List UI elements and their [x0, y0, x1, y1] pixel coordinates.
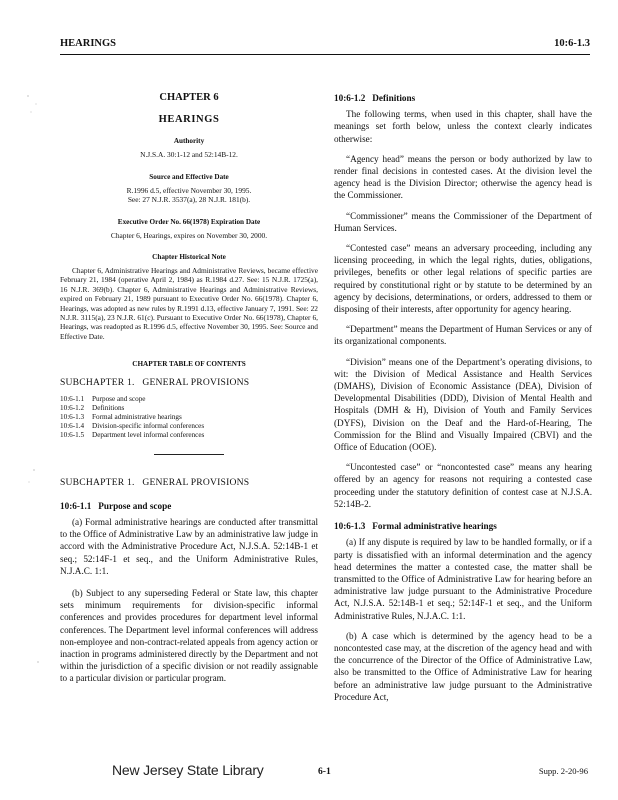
- toc-item-title: Formal administrative hearings: [92, 413, 182, 422]
- toc-list: [60, 395, 318, 440]
- authority-text: N.J.S.A. 30:1-12 and 52:14B-12.: [140, 150, 238, 160]
- authority-heading: Authority: [173, 137, 205, 146]
- library-stamp: New Jersey State Library: [112, 762, 264, 778]
- toc-item-title: Definitions: [92, 404, 125, 413]
- header-section: 10:6-1.3: [554, 38, 590, 49]
- toc-item[interactable]: [60, 404, 318, 413]
- definition-department: “Department” means the Department of Human Services or any of its organizational components.: [334, 324, 592, 347]
- toc-subchapter: SUBCHAPTER 1. GENERAL PROVISIONS: [60, 377, 250, 389]
- toc-item[interactable]: [60, 395, 318, 404]
- section-1-3-para-b: (b) A case which is determined by the agency head to be a noncontested case may, at the discretion of the agency head and with the concurrence of the Director of the Office of Administrative Law, also be transmitted to the Office of Administrative Law for hearing before an administrative law judge pursuant to the Administrative Procedure Act,: [334, 630, 592, 702]
- definition-commissioner: “Commissioner” means the Commissioner of the Department of Human Services.: [334, 210, 592, 233]
- source-text-1: R.1996 d.5, effective November 30, 1995.: [126, 185, 252, 195]
- definition-agency-head: “Agency head” means the person or body authorized by law to render final decisions in contested cases. At the division level the agency head is the Division Director; otherwise the agency head is the Commissioner.: [334, 153, 592, 201]
- subchapter-heading: SUBCHAPTER 1. GENERAL PROVISIONS: [60, 477, 250, 489]
- definition-uncontested-case: “Uncontested case” or “noncontested case” means any hearing offered by an agency for reasons not requiring a contested case proceeding under the statutory definition of contest case at N.J.S.A. 52:14B-2.: [334, 462, 592, 509]
- toc-item-number: 10:6-1.5: [60, 431, 85, 440]
- toc-item-number: 10:6-1.4: [60, 422, 85, 431]
- history-text: Chapter 6, Administrative Hearings and Administrative Reviews, became effective February 21, 1984 (operative April 2, 1984) as R.1984 d.27. See: 15 N.J.R. 1725(a), 16 N.J.R. 369(b). Chapter 6, Administrative Hearings and Administrative Reviews, expired on February 21, 1989 pursuant to Executive Order No. 66(1978). Chapter 6, Hearings, was adopted as new rules by R.1991 d.13, effective January 7, 1991. See: 22 N.J.R. 3115(a), 23 N.J.R. 61(c). Pursuant to Executive Order No. 66(1978), Chapter 6, Hearings, was readopted as R.1996 d.5, effective November 30, 1995. See: Source and Effective Date.: [60, 266, 318, 341]
- source-heading: Source and Effective Date: [149, 172, 229, 181]
- toc-item-title: Department level informal conferences: [92, 431, 205, 440]
- chapter-title: HEARINGS: [158, 114, 220, 126]
- header-title: HEARINGS: [60, 38, 117, 49]
- toc-item-number: 10:6-1.3: [60, 413, 85, 422]
- chapter-number: CHAPTER 6: [159, 92, 219, 103]
- toc-item-title: Purpose and scope: [92, 395, 146, 404]
- page-footer: [0, 762, 618, 782]
- toc-item[interactable]: [60, 431, 318, 440]
- toc-item-number: 10:6-1.2: [60, 404, 85, 413]
- section-1-1-heading: 10:6-1.1 Purpose and scope: [60, 500, 172, 511]
- toc-heading: CHAPTER TABLE OF CONTENTS: [132, 360, 246, 369]
- toc-item-number: 10:6-1.1: [60, 395, 85, 404]
- executive-order-heading: Executive Order No. 66(1978) Expiration Date: [117, 217, 261, 226]
- page-number: 6-1: [318, 766, 331, 777]
- section-1-3-heading: 10:6-1.3 Formal administrative hearings: [334, 521, 497, 532]
- definitions-heading: 10:6-1.2 Definitions: [334, 93, 416, 103]
- history-heading: Chapter Historical Note: [152, 253, 226, 262]
- left-column: [60, 92, 318, 685]
- scan-specks: [22, 90, 52, 670]
- source-text-2: See: 27 N.J.R. 3537(a), 28 N.J.R. 181(b).: [127, 195, 251, 205]
- executive-order-text: Chapter 6, Hearings, expires on November 30, 2000.: [110, 230, 268, 240]
- right-column: [334, 92, 592, 703]
- section-1-1-para-b: (b) Subject to any superseding Federal or State law, this chapter sets minimum requirements for division-specific informal conferences and provides procedures for department level informal conferences. The Department level informal conferences will address non-employee and non-contract-related appeals from agency action or inaction in programs administered directly by the Department and not within the jurisdiction of a specific division or not readily assignable to a particular division or particular program.: [60, 587, 318, 684]
- definitions-intro: The following terms, when used in this chapter, shall have the meanings set forth below, unless the context clearly indicates otherwise:: [334, 109, 592, 144]
- section-1-3-para-a: (a) If any dispute is required by law to be handled formally, or if a party is dissatisfied with an informal determination and the agency head determines the matter a contested case, the matter shall be transmitted to the Office of Administrative Law for hearing before an administrative law judge pursuant to the Administrative Procedure Act, N.J.S.A. 52:14B-1 et seq.; 52:14F-1 et seq., and the Uniform Administrative Rules, N.J.A.C. 1:1.: [334, 537, 592, 621]
- toc-item[interactable]: [60, 413, 318, 422]
- header-rule: [60, 54, 590, 55]
- section-1-1-para-a: (a) Formal administrative hearings are conducted after transmittal to the Office of Administrative Law by an administrative law judge in accord with the Administrative Procedure Act, N.J.S.A. 52:14B-1 et seq.; 52:14F-1 et seq., and the Uniform Administrative Rules, N.J.A.C. 1:1.: [60, 516, 318, 576]
- toc-item-title: Division-specific informal conferences: [92, 422, 205, 431]
- definition-division: “Division” means one of the Department’s operating divisions, to wit: the Division of Medical Assistance and Health Services (DMAHS), Division of Economic Assistance (DEA), Division of Developmental Disabilities (DDD), Division of Mental Health and Hospitals (DMH & H), Division of Youth and Family Services (DYFS), Division on the Deaf and the Hard-of-Hearing, The Commission for the Blind and Visually Impaired (CBVI) and the Office of Education (OOE).: [334, 356, 592, 453]
- definition-contested-case: “Contested case” means an adversary proceeding, including any licensing proceeding, in which the legal rights, duties, obligations, privileges, benefits or other legal relations of specific parties are required by constitutional right or by statute to be determined by an agency by decisions, determinations, or orders, addressed to them or disposing of their interests, after opportunity for agency hearing.: [334, 243, 592, 315]
- supplement-date: Supp. 2-20-96: [538, 766, 588, 776]
- running-header: [60, 38, 590, 52]
- toc-item[interactable]: [60, 422, 318, 431]
